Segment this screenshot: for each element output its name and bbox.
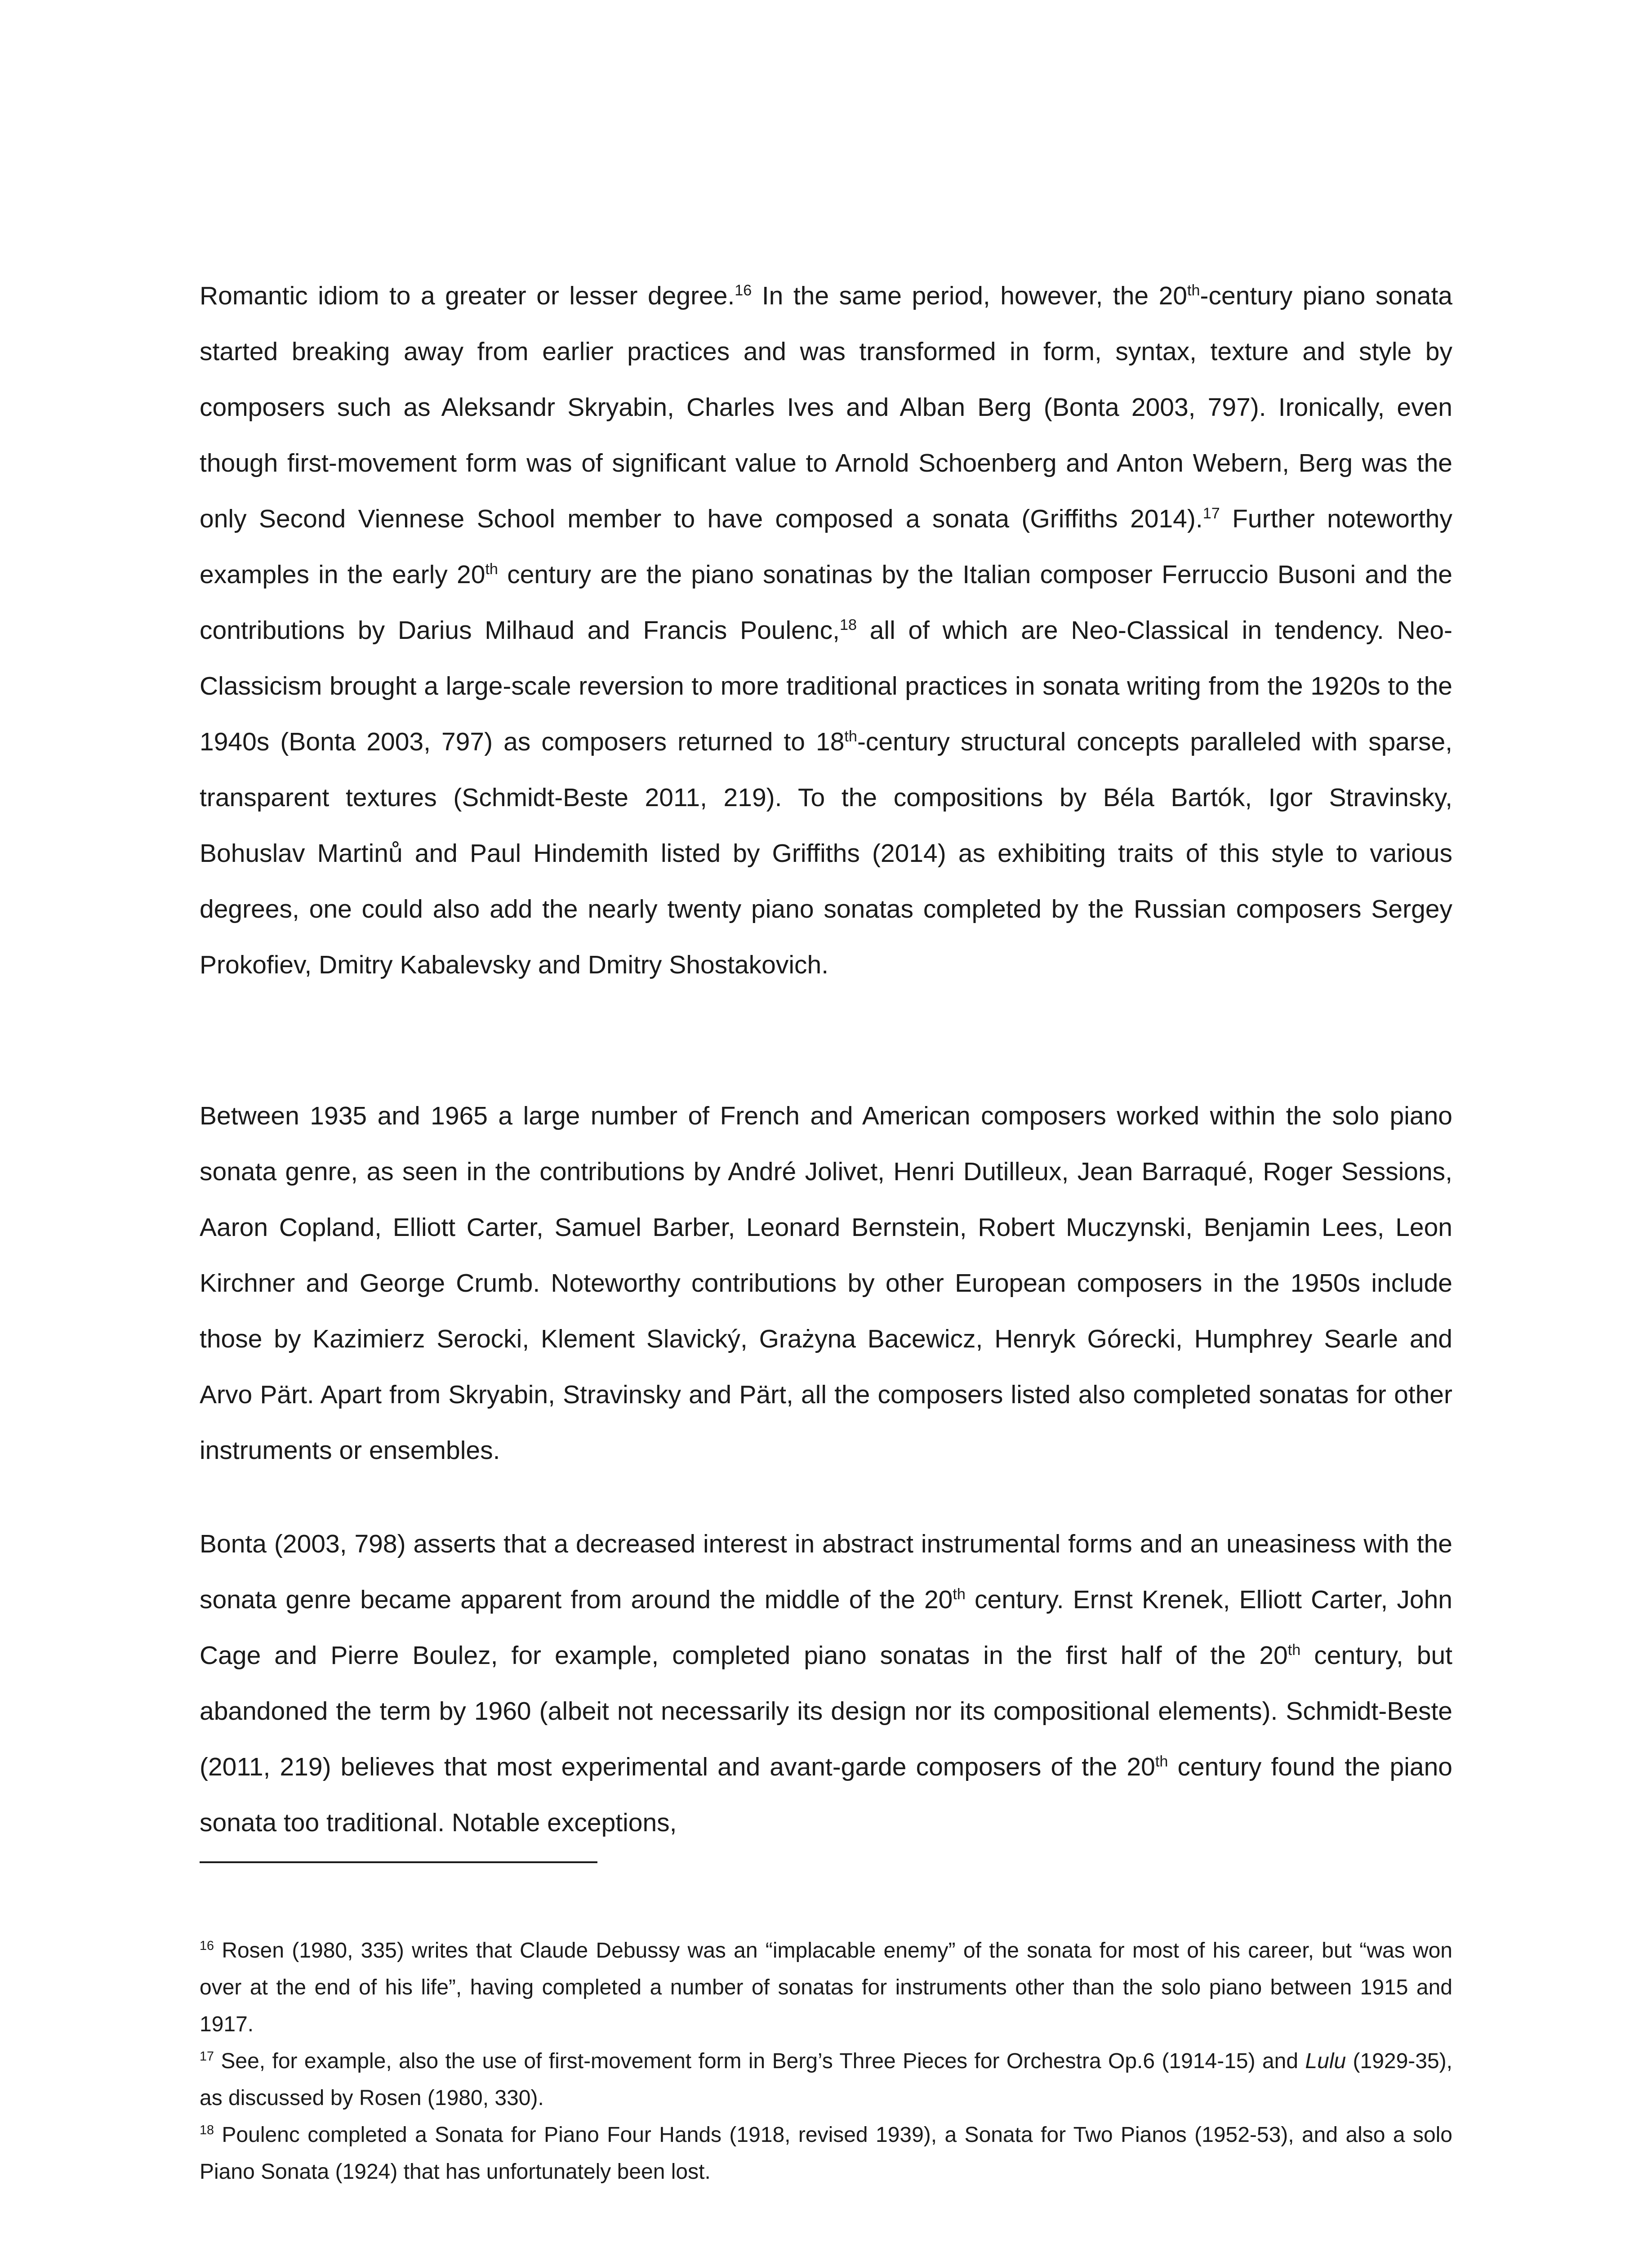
paragraph-text: Bonta (2003, 798) asserts that a decreased interest in abstract instrumental forms and an uneasiness with the sonata genre became apparent from around the middle of the 20 <box>200 1530 1452 1614</box>
footnote-text: Poulenc completed a Sonata for Piano Four Hands (1918, revised 1939), a Sonata for Two Pianos (1952-53), and also a solo Piano Sonata (1924) that has unfortunately been lost. <box>200 2123 1452 2184</box>
footnote-number: 17 <box>200 2049 214 2064</box>
paragraph-text: -century structural concepts paralleled with sparse, transparent textures (Schmidt-Beste 2011, 219). To the compositions by Béla Bartók, Igor Stravinsky, Bohuslav Martinů and Paul Hindemith listed by Griffiths (2014) as exhibiting traits of this style to various degrees, one could also add the nearly twenty piano sonatas completed by the Russian composers Sergey Prokofiev, Dmitry Kabalevsky and Dmitry Shostakovich. <box>200 727 1452 979</box>
footnote-reference-16: 16 <box>735 282 752 299</box>
paragraph-text: century found the piano sonata too traditional. Notable exceptions, <box>200 1753 1453 1837</box>
footnote-16 <box>200 1932 1452 2043</box>
body-paragraph-1 <box>200 268 1452 993</box>
footnote-number: 18 <box>200 2123 214 2137</box>
ordinal-suffix: th <box>844 728 857 745</box>
paragraph-text: In the same period, however, the 20 <box>752 281 1187 310</box>
work-title: Lulu <box>1305 2049 1346 2073</box>
paragraph-text: -century piano sonata started breaking away from earlier practices and was transformed in form, syntax, texture and style by composers such as Aleksandr Skryabin, Charles Ives and Alban Berg (Bonta 2003, 797). Ironically, even though first-movement form was of significant value to Arnold Schoenberg and Anton Webern, Berg was the only Second Viennese School member to have composed a sonata (Griffiths 2014). <box>200 281 1453 533</box>
footnote-text: (1929-35), as discussed by Rosen (1980, 330). <box>200 2049 1453 2110</box>
paragraph-text: all of which are Neo-Classical in tendency. Neo-Classicism brought a large-scale reversion to more traditional practices in sonata writing from the 1920s to the 1940s (Bonta 2003, 797) as composers returned to 18 <box>200 616 1453 756</box>
paragraph-text: century are the piano sonatinas by the Italian composer Ferruccio Busoni and the contributions by Darius Milhaud and Francis Poulenc, <box>200 560 1452 645</box>
paragraph-text: century. Ernst Krenek, Elliott Carter, John Cage and Pierre Boulez, for example, completed piano sonatas in the first half of the 20 <box>200 1585 1453 1670</box>
ordinal-suffix: th <box>1287 1641 1301 1659</box>
footnote-number: 16 <box>200 1939 214 1953</box>
footnote-reference-18: 18 <box>839 616 857 633</box>
ordinal-suffix: th <box>1155 1753 1168 1770</box>
footnote-separator <box>200 1861 597 1863</box>
paragraph-text: Romantic idiom to a greater or lesser degree. <box>200 281 735 310</box>
body-paragraph-3 <box>200 1516 1452 1851</box>
footnote-reference-17: 17 <box>1202 505 1220 522</box>
footnote-18 <box>200 2117 1452 2190</box>
footnotes <box>200 1932 1452 2190</box>
footnote-text: Rosen (1980, 335) writes that Claude Debussy was an “implacable enemy” of the sonata for most of his career, but “was won over at the end of his life”, having completed a number of sonatas for instruments other than the solo piano between 1915 and 1917. <box>200 1939 1452 2036</box>
ordinal-suffix: th <box>485 561 498 578</box>
body-paragraph-2: Between 1935 and 1965 a large number of French and American composers worked within the solo piano sonata genre, as seen in the contributions by André Jolivet, Henri Dutilleux, Jean Barraqué, Roger Sessions, Aaron Copland, Elliott Carter, Samuel Barber, Leonard Bernstein, Robert Muczynski, Benjamin Lees, Leon Kirchner and George Crumb. Noteworthy contributions by other European composers in the 1950s include those by Kazimierz Serocki, Klement Slavický, Grażyna Bacewicz, Henryk Górecki, Humphrey Searle and Arvo Pärt. Apart from Skryabin, Stravinsky and Pärt, all the composers listed also completed sonatas for other instruments or ensembles. <box>200 1102 1452 1465</box>
footnote-text: See, for example, also the use of first-movement form in Berg’s Three Pieces for Orchestra Op.6 (1914-15) and <box>214 2049 1305 2073</box>
paragraph-text: century, but abandoned the term by 1960 (albeit not necessarily its design nor its compositional elements). Schmidt-Beste (2011, 219) believes that most experimental and avant-garde composers of the 20 <box>200 1641 1452 1781</box>
ordinal-suffix: th <box>1187 282 1200 299</box>
footnote-17 <box>200 2043 1452 2117</box>
paragraph-text: Further noteworthy examples in the early 20 <box>200 504 1452 589</box>
ordinal-suffix: th <box>953 1586 966 1603</box>
